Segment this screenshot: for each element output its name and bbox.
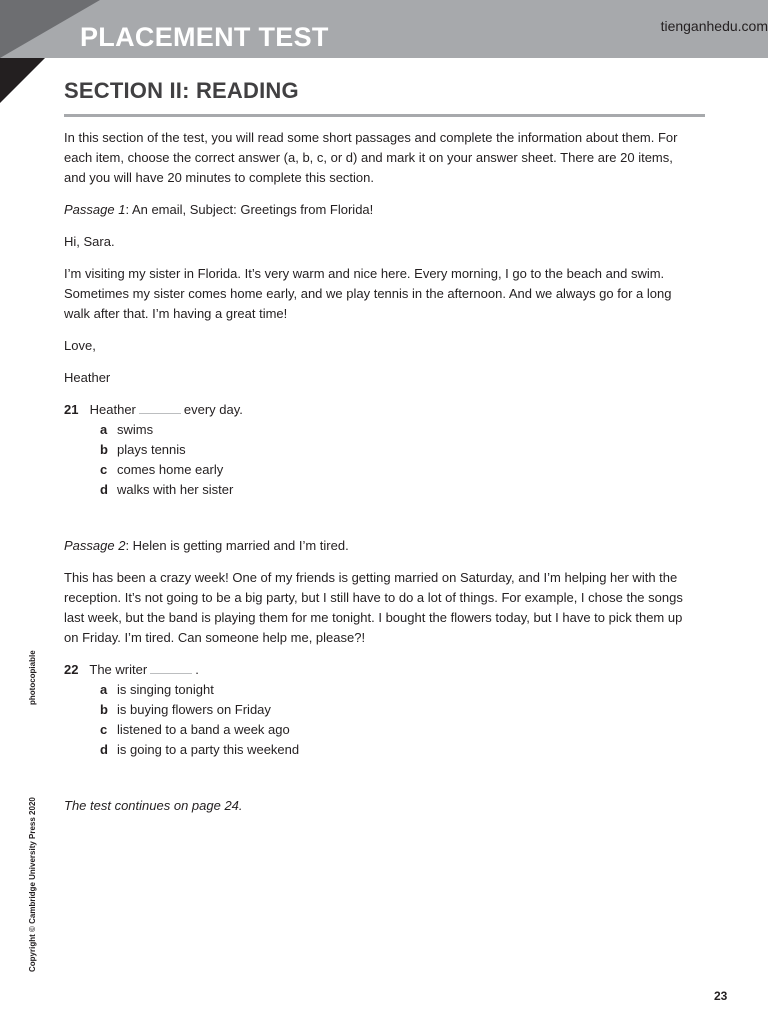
copyright-notice: Copyright © Cambridge University Press 2020 (28, 797, 37, 972)
option-letter: b (100, 442, 108, 457)
question-21 (64, 400, 684, 420)
answer-blank (139, 403, 181, 414)
question-22 (64, 660, 684, 680)
option-b (100, 440, 684, 460)
passage2-heading (64, 536, 684, 556)
passage1-greeting: Hi, Sara. (64, 234, 115, 249)
passage1-heading (64, 200, 684, 220)
intro-paragraph: In this section of the test, you will read some short passages and complete the information about them. For each item, choose the correct answer (a, b, c, or d) and mark it on your answer sheet. There are 20 items, and you will have 20 minutes to complete this section. (64, 130, 678, 185)
option-letter: c (100, 722, 108, 737)
option-b (100, 700, 684, 720)
passage1-label: Passage 1 (64, 202, 126, 217)
option-text: plays tennis (117, 442, 186, 457)
option-letter: d (100, 482, 108, 497)
passage2-body: This has been a crazy week! One of my friends is getting married on Saturday, and I’m helping her with the reception. It’s not going to be a big party, but I still have to do a lot of things. For example, I chose the songs last week, but the band is playing them for me tonight. I bought the flowers today, but I have to pick them up on Friday. I’m tired. Can someone help me, please?! (64, 570, 683, 645)
option-d (100, 740, 684, 760)
option-text: is singing tonight (117, 682, 214, 697)
continues-note: The test continues on page 24. (64, 798, 243, 813)
question-text-after: . (195, 662, 199, 677)
option-c (100, 720, 684, 740)
passage1-closing: Love, (64, 338, 96, 353)
question-text-before: Heather (89, 402, 136, 417)
option-text: is buying flowers on Friday (117, 702, 271, 717)
question-22-options (100, 680, 684, 760)
question-number: 22 (64, 662, 79, 677)
page-header-title: PLACEMENT TEST (80, 22, 329, 52)
option-d (100, 480, 684, 500)
option-text: is going to a party this weekend (117, 742, 300, 757)
passage2-label: Passage 2 (64, 538, 126, 553)
option-letter: d (100, 742, 108, 757)
option-letter: b (100, 702, 108, 717)
passage1-title: : An email, Subject: Greetings from Florida! (125, 202, 374, 217)
main-content (64, 128, 684, 828)
option-letter: c (100, 462, 108, 477)
section-title: SECTION II: READING (64, 78, 299, 103)
option-letter: a (100, 422, 108, 437)
passage2-title: : Helen is getting married and I’m tired. (125, 538, 349, 553)
option-letter: a (100, 682, 108, 697)
photocopiable-label: photocopiable (28, 650, 37, 705)
passage1-signature: Heather (64, 370, 111, 385)
question-number: 21 (64, 402, 79, 417)
question-text-before: The writer (89, 662, 148, 677)
answer-blank (150, 663, 192, 674)
option-c (100, 460, 684, 480)
question-21-options (100, 420, 684, 500)
option-text: listened to a band a week ago (117, 722, 290, 737)
option-text: swims (117, 422, 154, 437)
section-divider (64, 114, 705, 117)
page-number: 23 (714, 989, 728, 1003)
option-a (100, 420, 684, 440)
passage1-body: I’m visiting my sister in Florida. It’s very warm and nice here. Every morning, I go to the beach and swim. Sometimes my sister comes home early, and we play tennis in the afternoon. And we always go for a long walk after that. I’m having a great time! (64, 266, 672, 321)
question-text-after: every day. (183, 402, 243, 417)
option-text: comes home early (117, 462, 224, 477)
corner-triangle (0, 58, 45, 103)
option-text: walks with her sister (117, 482, 234, 497)
option-a (100, 680, 684, 700)
site-watermark: tienganhedu.com (660, 18, 768, 34)
